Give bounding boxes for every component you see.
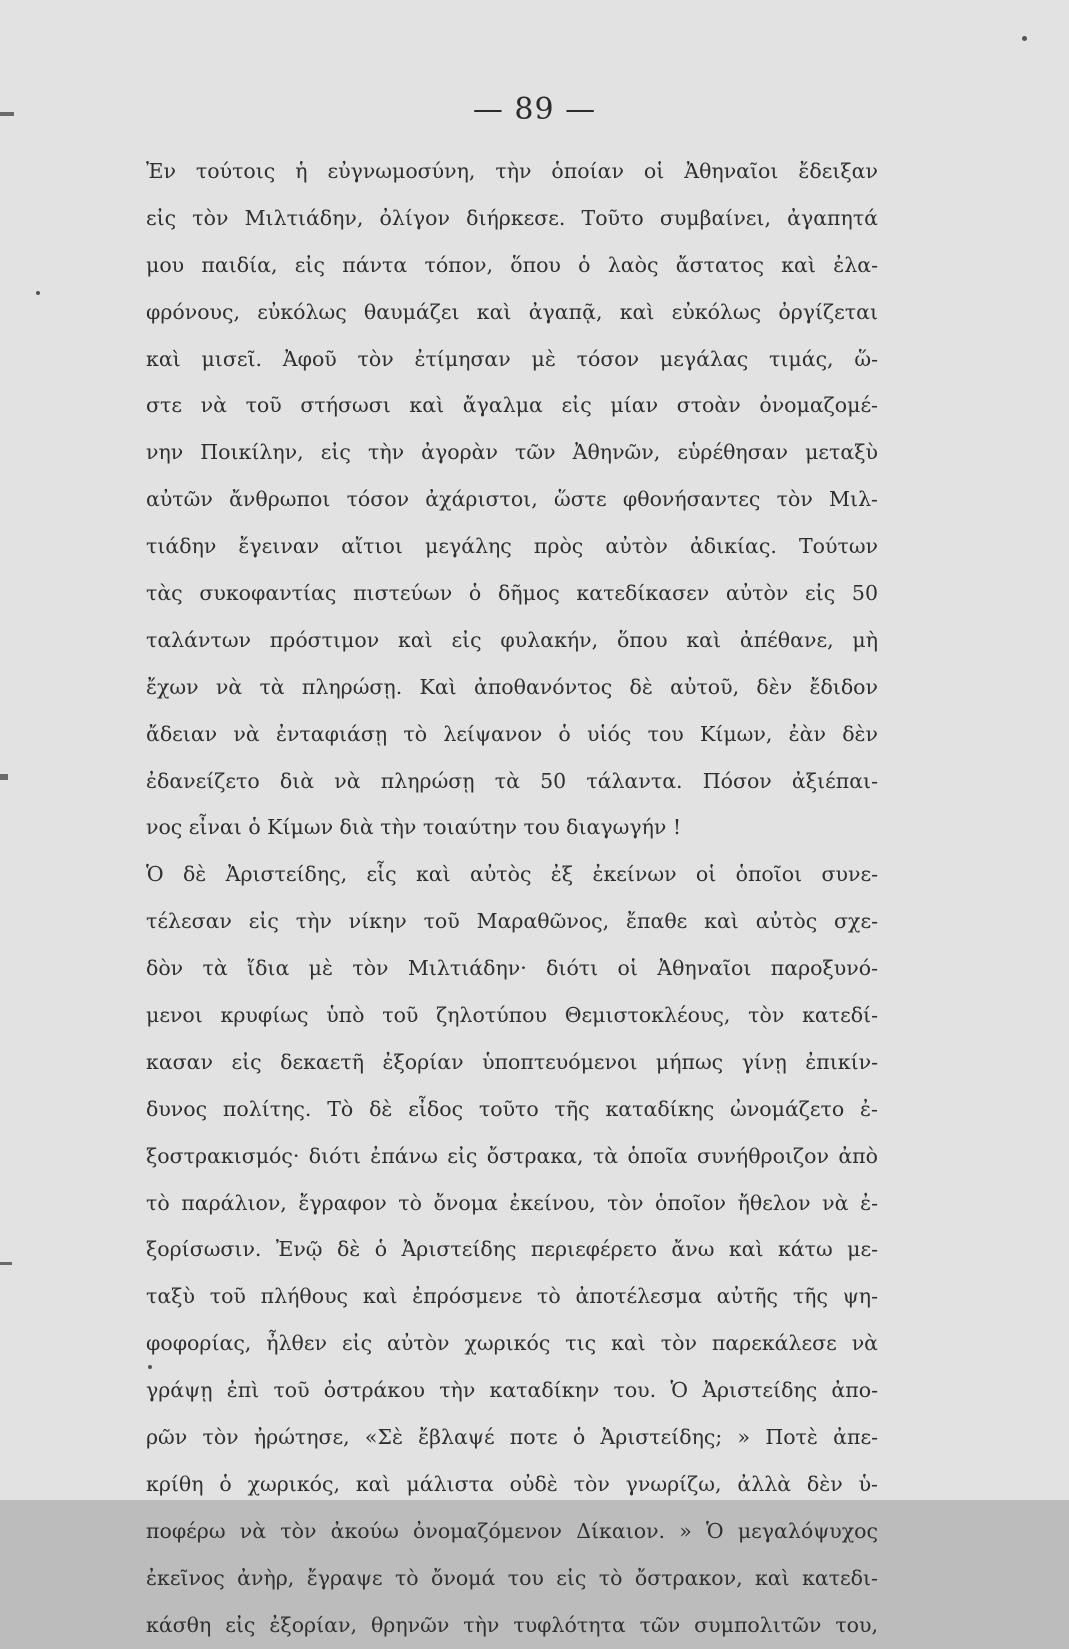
text-line: δὸν τὰ ἴδια μὲ τὸν Μιλτιάδην· διότι οἱ Ἀθηναῖοι παροξυνό- <box>146 956 878 981</box>
text-line: ποφέρω νὰ τὸν ἀκούω ὀνομαζόμενον Δίκαιον. » Ὁ μεγαλόψυχος <box>146 1518 878 1543</box>
left-edge-mark <box>0 774 8 780</box>
text-line: εἰς τὸν Μιλτιάδην, ὀλίγον διήρκεσε. Τοῦτο συμβαίνει, ἀγαπητά <box>146 205 878 230</box>
text-line: κρίθη ὁ χωρικός, καὶ μάλιστα οὐδὲ τὸν γνωρίζω, ἀλλὰ δὲν ὑ- <box>146 1471 878 1496</box>
text-line: φοφορίας, ἦλθεν εἰς αὐτὸν χωρικός τις καὶ τὸν παρεκάλεσε νὰ <box>146 1331 878 1356</box>
text-line: ταλάντων πρόστιμον καὶ εἰς φυλακήν, ὅπου καὶ ἀπέθανε, μὴ <box>146 627 878 652</box>
text-line: τὸ παράλιον, ἔγραφον τὸ ὄνομα ἐκείνου, τὸν ὁποῖον ἤθελον νὰ ἐ- <box>146 1190 878 1215</box>
text-line: νην Ποικίλην, εἰς τὴν ἀγορὰν τῶν Ἀθηνῶν, εὑρέθησαν μεταξὺ <box>146 440 878 465</box>
text-line: αὐτῶν ἄνθρωποι τόσον ἀχάριστοι, ὥστε φθονήσαντες τὸν Μιλ- <box>146 487 878 512</box>
text-line: ταξὺ τοῦ πλήθους καὶ ἐπρόσμενε τὸ ἀποτέλεσμα αὐτῆς τῆς ψη- <box>146 1284 878 1309</box>
text-line: στε νὰ τοῦ στήσωσι καὶ ἄγαλμα εἰς μίαν στοὰν ὀνομαζομέ- <box>146 393 878 418</box>
page-number: — 89 — <box>472 92 597 127</box>
text-line: ξορίσωσιν. Ἐνῷ δὲ ὁ Ἀριστείδης περιεφέρετο ἄνω καὶ κάτω με- <box>146 1237 878 1262</box>
left-edge-mark <box>0 1262 12 1265</box>
text-line: ἔχων νὰ τὰ πληρώσῃ. Καὶ ἀποθανόντος δὲ αὐτοῦ, δὲν ἔδιδον <box>146 674 878 699</box>
text-line: ἐκεῖνος ἀνὴρ, ἔγραψε τὸ ὄνομά του εἰς τὸ ὄστρακον, καὶ κατεδι- <box>146 1565 878 1590</box>
text-line: Ἐν τούτοις ἡ εὐγνωμοσύνη, τὴν ὁποίαν οἱ Ἀθηναῖοι ἔδειξαν <box>146 159 878 183</box>
text-line: τιάδην ἔγειναν αἴτιοι μεγάλης πρὸς αὐτὸν ἀδικίας. Τούτων <box>146 534 878 559</box>
text-line: ρῶν τὸν ἠρώτησε, «Σὲ ἔβλαψέ ποτε ὁ Ἀριστείδης; » Ποτὲ ἀπε- <box>146 1425 878 1450</box>
paper-speck <box>1022 36 1027 41</box>
text-line: ξοστρακισμός· διότι ἐπάνω εἰς ὄστρακα, τὰ ὁποῖα συνήθροιζον ἀπὸ <box>146 1143 878 1168</box>
text-line: γράψῃ ἐπὶ τοῦ ὀστράκου τὴν καταδίκην του. Ὁ Ἀριστείδης ἀπο- <box>146 1378 878 1403</box>
text-line: τέλεσαν εἰς τὴν νίκην τοῦ Μαραθῶνος, ἔπαθε καὶ αὐτὸς σχε- <box>146 909 878 934</box>
text-line: καὶ μισεῖ. Ἀφοῦ τὸν ἐτίμησαν μὲ τόσον μεγάλας τιμάς, ὥ- <box>146 346 878 371</box>
text-line: φρόνους, εὐκόλως θαυμάζει καὶ ἀγαπᾷ, καὶ εὐκόλως ὀργίζεται <box>146 299 878 324</box>
text-line: κάσθη εἰς ἐξορίαν, θρηνῶν τὴν τυφλότητα τῶν συμπολιτῶν του, <box>146 1612 878 1637</box>
text-line: μου παιδία, εἰς πάντα τόπον, ὅπου ὁ λαὸς ἄστατος καὶ ἐλα- <box>146 252 878 277</box>
body-text <box>146 148 878 1649</box>
paper-speck <box>36 291 40 295</box>
text-line: νος εἶναι ὁ Κίμων διὰ τὴν τοιαύτην του διαγωγήν ! <box>146 815 682 840</box>
text-line: Ὁ δὲ Ἀριστείδης, εἷς καὶ αὐτὸς ἐξ ἐκείνων οἱ ὁποῖοι συνε- <box>146 862 878 887</box>
text-line: μενοι κρυφίως ὑπὸ τοῦ ζηλοτύπου Θεμιστοκλέους, τὸν κατεδί- <box>146 1003 878 1028</box>
text-line: τὰς συκοφαντίας πιστεύων ὁ δῆμος κατεδίκασεν αὐτὸν εἰς 50 <box>146 581 878 606</box>
text-line: κασαν εἰς δεκαετῆ ἐξορίαν ὑποπτευόμενοι μήπως γίνῃ ἐπικίν- <box>146 1049 878 1074</box>
text-line: δυνος πολίτης. Τὸ δὲ εἶδος τοῦτο τῆς καταδίκης ὠνομάζετο ἐ- <box>146 1096 878 1121</box>
text-line: ἐδανείζετο διὰ νὰ πληρώσῃ τὰ 50 τάλαντα. Πόσον ἀξιέπαι- <box>146 768 878 793</box>
text-line: ἄδειαν νὰ ἐνταφιάσῃ τὸ λείψανον ὁ υἱός του Κίμων, ἐὰν δὲν <box>146 721 878 746</box>
